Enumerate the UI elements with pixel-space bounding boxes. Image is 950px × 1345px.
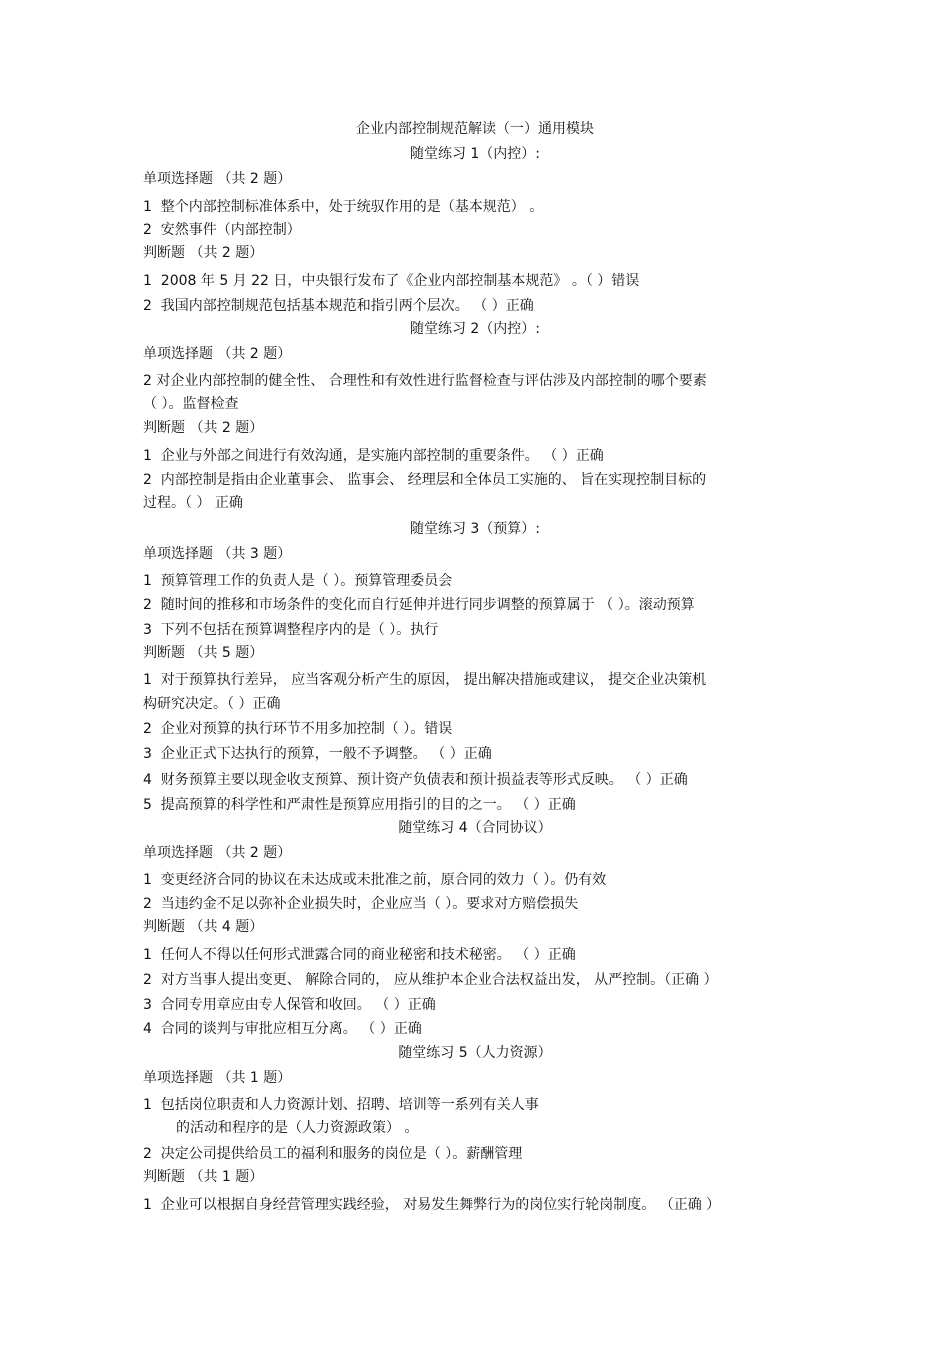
question-line: 的活动和程序的是（人力资源政策） 。 xyxy=(176,1120,419,1136)
question-type-label: 单项选择题 （共 1 题） xyxy=(143,1070,292,1086)
question-line: 4 财务预算主要以现金收支预算、预计资产负债表和预计损益表等形式反映。 （ ）正确 xyxy=(143,772,688,788)
question-line: 1 变更经济合同的协议在未达成或未批准之前，原合同的效力（ ）。仍有效 xyxy=(143,872,607,888)
question-line: 1 预算管理工作的负责人是（ ）。预算管理委员会 xyxy=(143,573,453,589)
question-line: 3 企业正式下达执行的预算，一般不予调整。 （ ）正确 xyxy=(143,746,492,762)
question-type-label: 判断题 （共 5 题） xyxy=(143,645,264,661)
document-title: 企业内部控制规范解读（一）通用模块 xyxy=(356,121,594,137)
question-line: 1 企业可以根据自身经营管理实践经验， 对易发生舞弊行为的岗位实行轮岗制度。 （正确 ） xyxy=(143,1197,721,1213)
question-line: 2 当违约金不足以弥补企业损失时，企业应当（ ）。要求对方赔偿损失 xyxy=(143,896,579,912)
question-line: 1 任何人不得以任何形式泄露合同的商业秘密和技术秘密。 （ ）正确 xyxy=(143,947,576,963)
question-line: 1 整个内部控制标准体系中，处于统驭作用的是（基本规范） 。 xyxy=(143,199,544,215)
question-type-label: 判断题 （共 1 题） xyxy=(143,1169,264,1185)
question-line: 2 随时间的推移和市场条件的变化而自行延伸并进行同步调整的预算属于 （ ）。滚动预算 xyxy=(143,597,695,613)
question-line: 2 安然事件（内部控制） xyxy=(143,222,301,238)
section-heading: 随堂练习 5（人力资源） xyxy=(398,1045,552,1061)
question-line: 2 我国内部控制规范包括基本规范和指引两个层次。 （ ）正确 xyxy=(143,298,534,314)
question-line: 3 合同专用章应由专人保管和收回。 （ ）正确 xyxy=(143,997,436,1013)
question-line: 5 提高预算的科学性和严肃性是预算应用指引的目的之一。 （ ）正确 xyxy=(143,797,576,813)
question-type-label: 判断题 （共 2 题） xyxy=(143,245,264,261)
question-type-label: 单项选择题 （共 2 题） xyxy=(143,845,292,861)
question-type-label: 判断题 （共 2 题） xyxy=(143,420,264,436)
question-line: 1 包括岗位职责和人力资源计划、招聘、培训等一系列有关人事 xyxy=(143,1097,539,1113)
question-type-label: 判断题 （共 4 题） xyxy=(143,919,264,935)
question-line: 2 企业对预算的执行环节不用多加控制（ ）。错误 xyxy=(143,721,453,737)
question-line: 1 对于预算执行差异， 应当客观分析产生的原因， 提出解决措施或建议， 提交企业决策机 xyxy=(143,672,707,688)
question-line: 2 对企业内部控制的健全性、 合理性和有效性进行监督检查与评估涉及内部控制的哪个要素 xyxy=(143,373,707,389)
section-heading: 随堂练习 4（合同协议） xyxy=(398,820,552,836)
question-type-label: 单项选择题 （共 3 题） xyxy=(143,546,292,562)
section-heading: 随堂练习 3（预算）: xyxy=(409,521,541,537)
section-heading: 随堂练习 1（内控）: xyxy=(409,146,541,162)
question-line: 3 下列不包括在预算调整程序内的是（ ）。执行 xyxy=(143,622,439,638)
question-type-label: 单项选择题 （共 2 题） xyxy=(143,171,292,187)
question-line: （ ）。监督检查 xyxy=(143,396,239,412)
question-type-label: 单项选择题 （共 2 题） xyxy=(143,346,292,362)
question-line: 2 内部控制是指由企业董事会、 监事会、 经理层和全体员工实施的、 旨在实现控制目标的 xyxy=(143,472,707,488)
question-line: 2 对方当事人提出变更、 解除合同的， 应从维护本企业合法权益出发， 从严控制。（正确 ） xyxy=(143,972,718,988)
question-line: 构研究决定。（ ）正确 xyxy=(143,696,281,712)
section-heading: 随堂练习 2（内控）: xyxy=(409,321,541,337)
question-line: 4 合同的谈判与审批应相互分离。 （ ）正确 xyxy=(143,1021,422,1037)
question-line: 1 企业与外部之间进行有效沟通，是实施内部控制的重要条件。 （ ）正确 xyxy=(143,448,604,464)
question-line: 2 决定公司提供给员工的福利和服务的岗位是（ ）。薪酬管理 xyxy=(143,1146,523,1162)
question-line: 1 2008 年 5 月 22 日，中央银行发布了《企业内部控制基本规范》 。（ ）错误 xyxy=(143,273,640,289)
question-line: 过程。（ ） 正确 xyxy=(143,495,243,511)
